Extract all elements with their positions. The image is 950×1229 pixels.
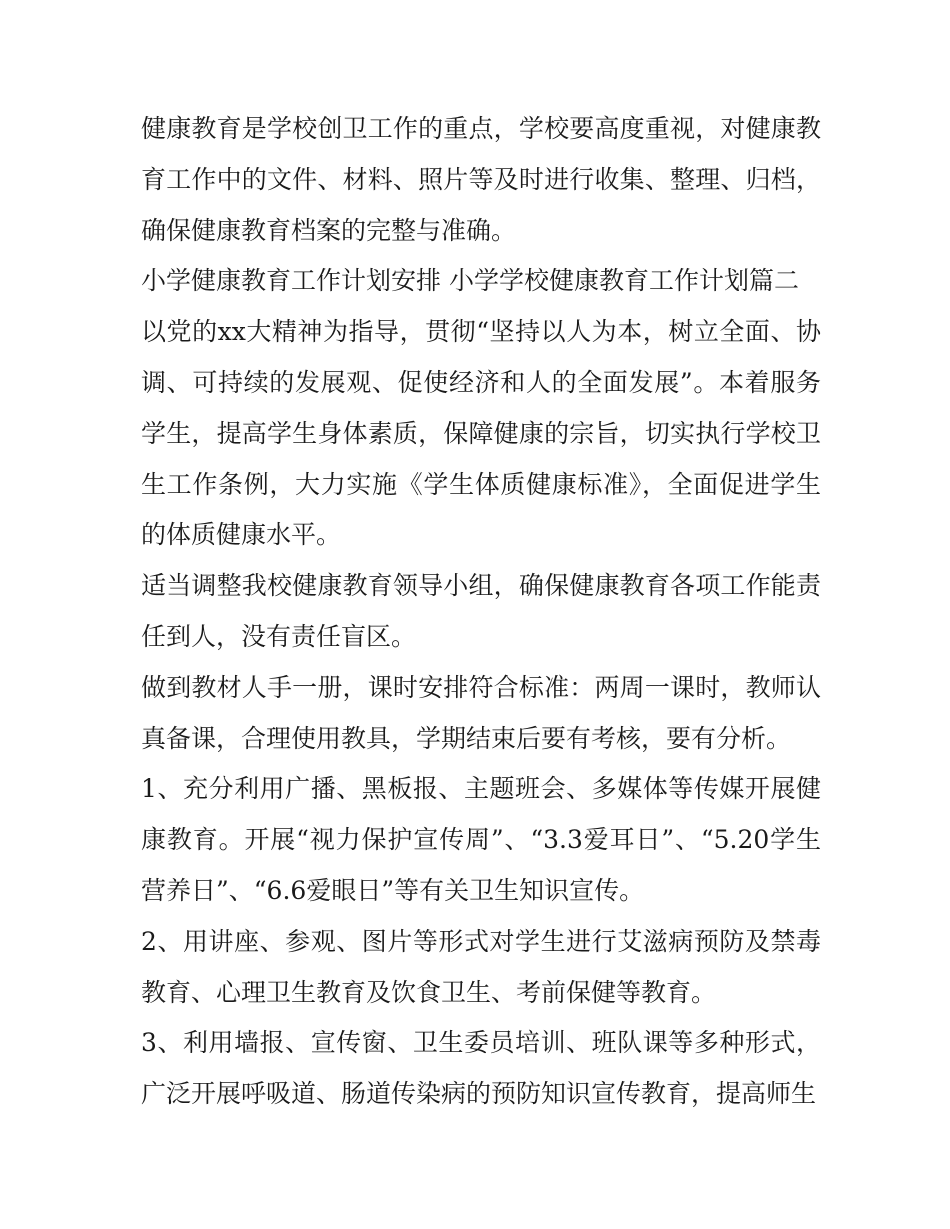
paragraph-item-1: 1、充分利用广播、黑板报、主题班会、多媒体等传媒开展健康教育。开展“视力保护宣传周”、“3.3爱耳日”、“5.20学生营养日”、“6.6爱眼日”等有关卫生知识宣传。 [141,774,821,905]
paragraph-item-2: 2、用讲座、参观、图片等形式对学生进行艾滋病预防及禁毒教育、心理卫生教育及饮食卫生、考前保健等教育。 [141,926,821,1007]
document-body [141,104,821,1120]
paragraph-item-3: 3、利用墙报、宣传窗、卫生委员培训、班队课等多种形式，广泛开展呼吸道、肠道传染病的预防知识宣传教育，提高师生 [141,1028,821,1109]
paragraph-section-title: 小学健康教育工作计划安排 小学学校健康教育工作计划篇二 [141,266,799,296]
paragraph-teaching-materials: 做到教材人手一册，课时安排符合标准：两周一课时，教师认真备课，合理使用教具，学期结束后要有考核，要有分析。 [141,672,821,753]
paragraph-guiding-idea: 以党的xx大精神为指导，贯彻“坚持以人为本，树立全面、协调、可持续的发展观、促使经济和人的全面发展”。本着服务学生，提高学生身体素质，保障健康的宗旨，切实执行学校卫生工作条例，大力实施《学生体质健康标准》，全面促进学生的体质健康水平。 [141,317,821,550]
paragraph-archive: 健康教育是学校创卫工作的重点，学校要高度重视，对健康教育工作中的文件、材料、照片等及时进行收集、整理、归档，确保健康教育档案的完整与准确。 [141,114,821,245]
paragraph-leadership-group: 适当调整我校健康教育领导小组，确保健康教育各项工作能责任到人，没有责任盲区。 [141,571,821,651]
